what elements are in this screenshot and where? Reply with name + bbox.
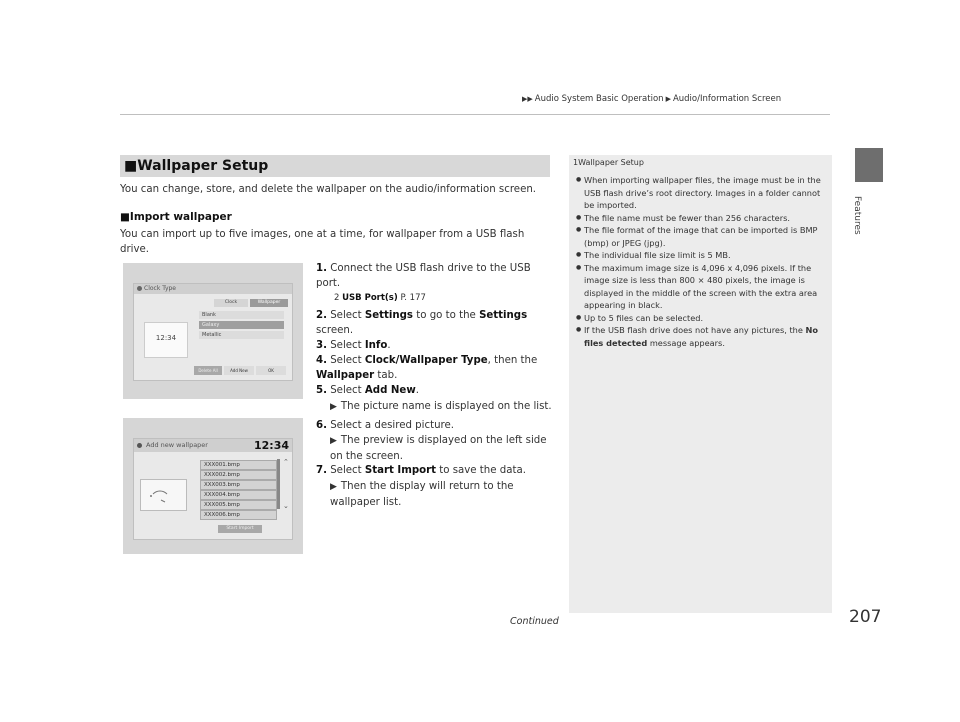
tab-clock[interactable]: Clock	[214, 299, 248, 307]
note-item: ● The file name must be fewer than 256 characters.	[576, 212, 828, 225]
result-arrow-icon: ▶	[330, 402, 337, 412]
delete-all-button[interactable]: Delete All	[194, 366, 222, 375]
step-bold: Add New	[364, 385, 416, 396]
subheading-text: Import wallpaper	[129, 211, 232, 223]
step-text: tab.	[374, 370, 398, 381]
step-5	[316, 383, 556, 398]
note-item: ● The individual file size limit is 5 MB.	[576, 249, 828, 262]
option-galaxy[interactable]: Galaxy	[199, 321, 284, 329]
step-text: Select	[330, 385, 365, 396]
step-bold: Start Import	[364, 465, 437, 476]
step-6-result	[330, 433, 555, 464]
step-text: .	[415, 385, 420, 396]
screen-title-text: Add new wallpaper	[146, 441, 208, 449]
step-5-result	[330, 399, 560, 415]
subheading	[120, 211, 232, 223]
screenshot-add-wallpaper	[123, 418, 303, 554]
screen-title-text: Clock Type	[144, 285, 176, 292]
screen-title	[134, 284, 292, 294]
step-number: 1.	[316, 263, 327, 274]
step-number: 3.	[316, 340, 327, 351]
section-title	[124, 158, 268, 174]
screen-frame	[133, 283, 293, 381]
chapter-label: Features	[852, 196, 862, 235]
step-text: .	[387, 340, 391, 351]
subheading-intro: You can import up to five images, one at a time, for wallpaper from a USB flash drive.	[120, 229, 525, 255]
image-preview	[140, 479, 187, 511]
step-number: 2.	[316, 310, 327, 321]
square-bullet-icon: ■	[120, 211, 130, 223]
page-number: 207	[849, 607, 882, 627]
note-title	[573, 158, 644, 167]
note-title-text: Wallpaper Setup	[578, 158, 644, 167]
note-item: ● When importing wallpaper files, the image must be in the USB flash drive’s root directory. Images in a folder cannot be imported.	[576, 174, 828, 212]
step-1	[316, 261, 551, 291]
file-item[interactable]: XXX003.bmp	[200, 480, 277, 490]
screen-frame	[133, 438, 293, 540]
cross-ref-icon: 2	[334, 293, 340, 303]
step-text: Select	[330, 310, 365, 321]
note-item: ● Up to 5 files can be selected.	[576, 312, 828, 325]
step-text: to go to the	[412, 310, 480, 321]
step-2	[316, 308, 556, 338]
step-text: , then the	[487, 355, 538, 366]
result-text: The preview is displayed on the left side on the screen.	[330, 435, 547, 462]
file-item[interactable]: XXX005.bmp	[200, 500, 277, 510]
cross-ref-page: P. 177	[400, 293, 426, 303]
note-item: ● The file format of the image that can be imported is BMP (bmp) or JPEG (jpg).	[576, 224, 828, 249]
continued-label: Continued	[510, 616, 559, 627]
step-number: 4.	[316, 355, 327, 366]
note-marker-icon: 1	[573, 158, 579, 167]
chapter-tab	[855, 148, 883, 182]
step-4	[316, 353, 556, 383]
cross-reference[interactable]	[334, 293, 426, 303]
clock-preview: 12:34	[144, 322, 188, 358]
start-import-button[interactable]: Start Import	[218, 525, 262, 533]
scroll-up-icon[interactable]: ⌃	[283, 458, 289, 466]
step-text: Select a desired picture.	[330, 420, 454, 431]
result-arrow-icon: ▶	[330, 436, 337, 446]
square-bullet-icon: ■	[124, 158, 138, 174]
tab-wallpaper[interactable]: Wallpaper	[250, 299, 288, 307]
note-text: If the USB flash drive does not have any pictures, the	[584, 325, 806, 335]
double-arrow-icon: ▶▶	[522, 95, 533, 103]
note-text: message appears.	[647, 337, 725, 348]
step-bold: Info	[364, 340, 388, 351]
header-divider	[120, 114, 830, 115]
section-intro: You can change, store, and delete the wallpaper on the audio/information screen.	[120, 184, 537, 195]
step-text: Connect the USB flash drive to the USB port.	[316, 263, 531, 289]
clock-display: 12:34	[253, 439, 289, 452]
section-title-text: Wallpaper Setup	[137, 158, 269, 174]
file-item[interactable]: XXX004.bmp	[200, 490, 277, 500]
cross-ref-label: USB Port(s)	[342, 293, 398, 303]
step-3	[316, 338, 556, 353]
file-item[interactable]: XXX002.bmp	[200, 470, 277, 480]
file-item[interactable]: XXX006.bmp	[200, 510, 277, 520]
screen-title	[134, 439, 292, 452]
option-blank[interactable]: Blank	[199, 311, 284, 319]
step-number: 7.	[316, 465, 327, 476]
note-list	[576, 174, 828, 349]
file-item[interactable]: XXX001.bmp	[200, 460, 277, 470]
breadcrumb-item: Audio System Basic Operation	[534, 94, 664, 104]
step-text: screen.	[316, 325, 354, 336]
step-number: 5.	[316, 385, 327, 396]
result-arrow-icon: ▶	[330, 482, 337, 492]
breadcrumb	[520, 94, 781, 104]
step-text: to save the data.	[436, 465, 526, 476]
back-icon[interactable]	[137, 443, 142, 448]
option-metallic[interactable]: Metallic	[199, 331, 284, 339]
step-6	[316, 418, 556, 433]
step-text: Select	[330, 340, 365, 351]
step-number: 6.	[316, 420, 327, 431]
scroll-down-icon[interactable]: ⌄	[283, 502, 289, 510]
breadcrumb-item: Audio/Information Screen	[672, 94, 782, 104]
arrow-icon: ▶	[665, 95, 671, 103]
ok-button[interactable]: OK	[256, 366, 286, 375]
note-item	[576, 324, 828, 349]
step-7-result	[330, 479, 540, 510]
note-item: ● The maximum image size is 4,096 x 4,096 pixels. If the image size is less than 800 × 480 pixels, the image is displayed in the middle of the screen with the extra area appearing in black.	[576, 262, 828, 312]
screenshot-clock-type	[123, 263, 303, 399]
step-bold: Wallpaper	[316, 370, 375, 381]
step-bold: Settings	[479, 310, 528, 321]
result-text: The picture name is displayed on the list.	[340, 401, 552, 412]
scrollbar[interactable]	[277, 459, 280, 509]
step-bold: Settings	[364, 310, 413, 321]
result-text: Then the display will return to the wallpaper list.	[330, 481, 514, 508]
add-new-button[interactable]: Add New	[224, 366, 254, 375]
back-icon[interactable]	[137, 286, 142, 291]
step-7	[316, 463, 556, 478]
step-text: Select	[330, 355, 365, 366]
step-text: Select	[330, 465, 365, 476]
preview-sketch-icon	[141, 480, 186, 510]
step-bold: Clock/Wallpaper Type	[364, 355, 488, 366]
note-bold: No files detected	[584, 325, 818, 348]
